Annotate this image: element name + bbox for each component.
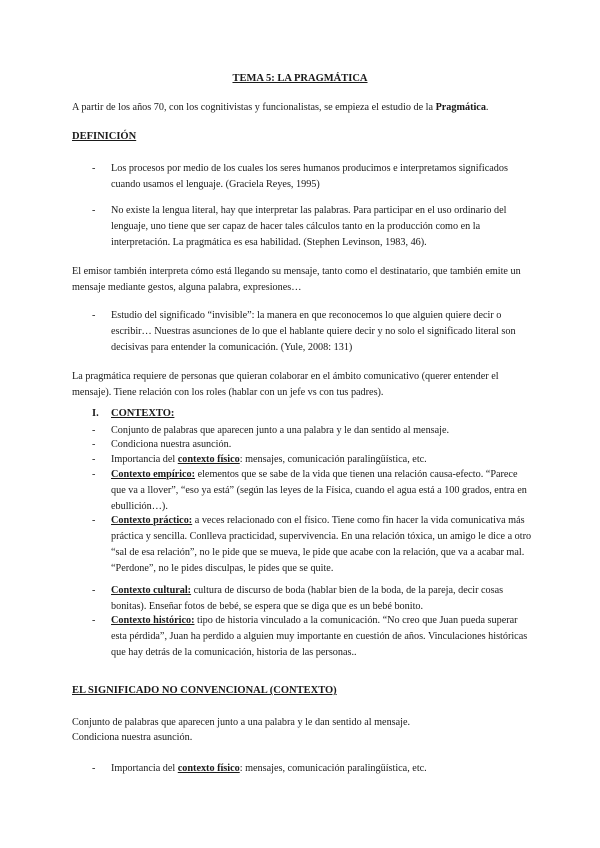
list-item: [92, 308, 534, 356]
list-item: [92, 467, 534, 515]
contexto-empirico-label: Contexto empírico:: [111, 469, 196, 480]
significado-heading: EL SIGNIFICADO NO CONVENCIONAL (CONTEXTO): [72, 685, 337, 696]
item-text: Importancia del: [111, 763, 178, 774]
list-item: [92, 613, 534, 661]
contexto-fisico-label: contexto físico: [177, 454, 240, 465]
contexto-item-2: Condiciona nuestra asunción.: [111, 439, 232, 450]
contexto-heading: CONTEXTO:: [111, 408, 175, 419]
bullet-dash: -: [92, 469, 96, 480]
item-text: : mensajes, comunicación paralingüística, etc.: [239, 763, 427, 774]
bullet-dash: -: [92, 615, 96, 626]
bullet-dash: -: [92, 310, 96, 321]
intro-text: A partir de los años 70, con los cognitivistas y funcionalistas, se empieza el estudio de la: [72, 102, 436, 113]
contexto-empirico-item: [111, 467, 534, 515]
list-item: [92, 203, 534, 251]
list-item: [92, 452, 534, 468]
item-text: : mensajes, comunicación paralingüística, etc.: [239, 454, 427, 465]
bullet-dash: -: [92, 763, 96, 774]
item-text: cultura de discurso de boda (hablar bien de la boda, de la pareja, decir cosas bonitas). Enseñar fotos de bebé, se espera que se diga que es un bebé bonito.: [111, 585, 504, 612]
item-text: tipo de historia vinculado a la comunicación. “No creo que Juan pueda superar esta pérdida”, Juan ha perdido a alguien muy importante en cuestión de años. Vinculaciones históricas que hay detrás de la comunicación, historia de las personas..: [111, 615, 528, 658]
intro-paragraph: [72, 100, 532, 116]
contexto-historico-item: [111, 613, 534, 661]
section-number: I.: [92, 408, 99, 419]
item-text: a veces relacionado con el físico. Tiene como fin hacer la vida comunicativa más práctica y sencilla. Conlleva practicidad, supervivencia. En una relación tóxica, un amigo le dice a otro “sal de esa relación”, no le pide que se mueva, le pide que acabe con la relación, que va a acabar mal. “Perdone”, no le pides disculpas, le pides que se quite.: [111, 515, 532, 574]
intro-end: .: [485, 102, 489, 113]
definicion-item-1: Los procesos por medio de los cuales los seres humanos producimos e interpretamos significados cuando usamos el lenguaje. (Graciela Reyes, 1995): [111, 163, 508, 190]
emisor-paragraph: El emisor también interpreta cómo está llegando su mensaje, tanto como el destinatario, que también emite un mensaje mediante gestos, alguna palabra, expresiones…: [72, 266, 521, 293]
page-title: TEMA 5: LA PRAGMÁTICA: [232, 73, 368, 84]
bullet-dash: -: [92, 205, 96, 216]
bullet-dash: -: [92, 515, 96, 526]
contexto-practico-label: Contexto práctico:: [111, 515, 193, 526]
intro-bold-term: Pragmática: [435, 102, 486, 113]
bullet-dash: -: [92, 585, 96, 596]
contexto-fisico-label: contexto físico: [177, 763, 240, 774]
bullet-dash: -: [92, 454, 96, 465]
contexto-item-3: [111, 452, 534, 468]
significado-line-2: Condiciona nuestra asunción.: [72, 732, 193, 743]
significado-item: [111, 761, 534, 777]
significado-line-1: Conjunto de palabras que aparecen junto a una palabra y le dan sentido al mensaje.: [72, 717, 411, 728]
item-text: Importancia del: [111, 454, 178, 465]
estudio-item: Estudio del significado “invisible”: la manera en que reconocemos lo que alguien quiere decir o escribir… Nuestras asunciones de lo que el hablante quiere decir y no solo el significado literal son decisivas para entender la comunicación. (Yule, 2008: 131): [111, 310, 516, 353]
list-item: [92, 161, 534, 193]
list-item: [92, 437, 534, 453]
contexto-practico-item: [111, 513, 534, 577]
contexto-cultural-label: Contexto cultural:: [111, 585, 192, 596]
bullet-dash: -: [92, 163, 96, 174]
list-item: [92, 513, 534, 577]
list-item: [92, 761, 534, 777]
contexto-item-1: Conjunto de palabras que aparecen junto a una palabra y le dan sentido al mensaje.: [111, 425, 450, 436]
item-text: elementos que se sabe de la vida que tienen una relación causa-efecto. “Parece que va a llover”, “eso ya está” (según las leyes de la Física, cuando el agua está a 100 grados, entra en ebullición…).: [111, 469, 527, 512]
definicion-item-2: No existe la lengua literal, hay que interpretar las palabras. Para participar en el uso ordinario del lenguaje, uno tiene que ser capaz de hacer tales cálculos tanto en la producción como en la interpretación. La pragmática es esa habilidad. (Stephen Levinson, 1983, 46).: [111, 205, 507, 248]
contexto-historico-label: Contexto histórico:: [111, 615, 195, 626]
pragmatica-paragraph: La pragmática requiere de personas que quieran colaborar en el ámbito comunicativo (querer entender el mensaje). Tiene relación con los roles (hablar con un jefe vs con tus padres).: [72, 371, 499, 398]
contexto-cultural-item: [111, 583, 534, 615]
list-item: [92, 583, 534, 615]
bullet-dash: -: [92, 425, 96, 436]
bullet-dash: -: [92, 439, 96, 450]
definicion-heading: DEFINICIÓN: [72, 131, 137, 142]
